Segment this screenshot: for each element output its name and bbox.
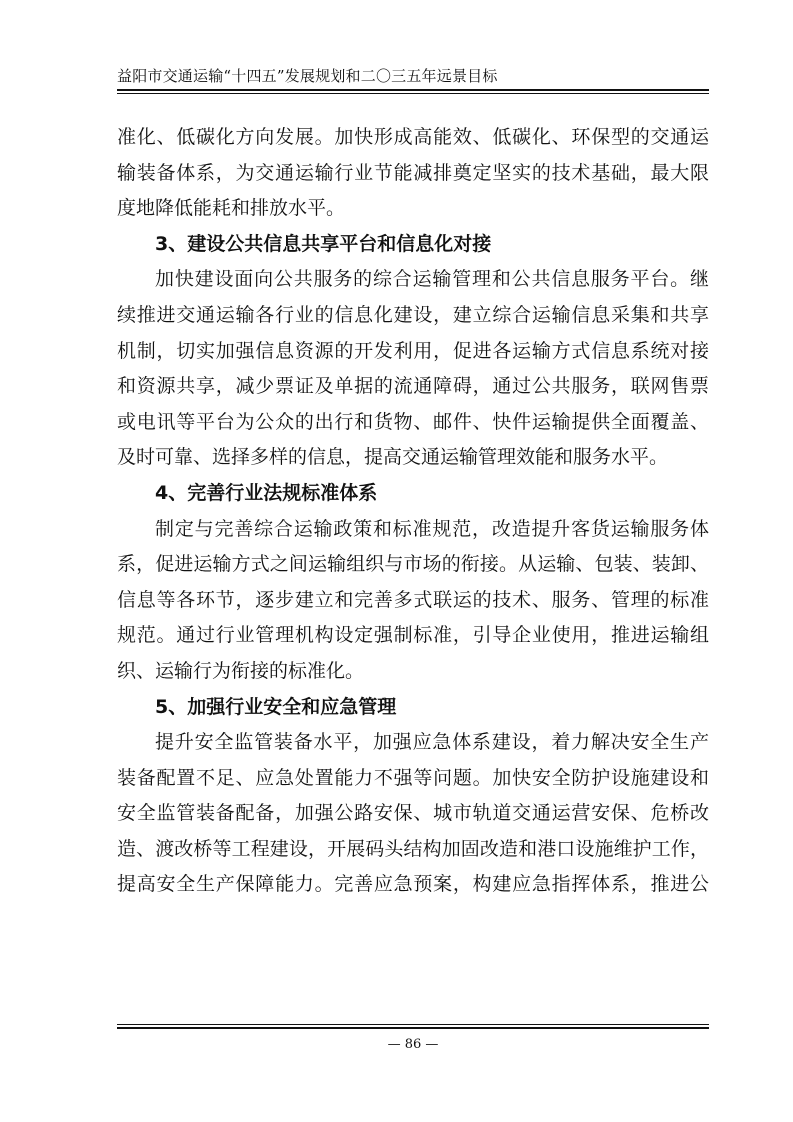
- paragraph-line: 度地降低能耗和排放水平。: [117, 197, 346, 220]
- paragraph-line: 装备配置不足、应急处置能力不强等问题。加快安全防护设施建设和: [117, 766, 709, 789]
- section-heading-5: 5、加强行业安全和应急管理: [155, 695, 397, 718]
- section-heading-3: 3、建设公共信息共享平台和信息化对接: [155, 232, 492, 255]
- paragraph-line: 或电讯等平台为公众的出行和货物、邮件、快件运输提供全面覆盖、: [117, 410, 709, 433]
- footer-rule-thin: [117, 1024, 709, 1025]
- header-rule-thick: [117, 89, 709, 91]
- section-heading-4: 4、完善行业法规标准体系: [155, 481, 378, 504]
- paragraph-line: 规范。通过行业管理机构设定强制标准，引导企业使用，推进运输组: [117, 624, 709, 647]
- paragraph-line: 制定与完善综合运输政策和标准规范，改造提升客货运输服务体: [155, 517, 709, 540]
- header-rule-thin: [117, 93, 709, 94]
- footer-rule-thick: [117, 1027, 709, 1029]
- paragraph-line: 造、渡改桥等工程建设，开展码头结构加固改造和港口设施维护工作，: [117, 837, 709, 860]
- paragraph-line: 提高安全生产保障能力。完善应急预案，构建应急指挥体系，推进公: [117, 873, 709, 896]
- paragraph-line: 机制，切实加强信息资源的开发利用，促进各运输方式信息系统对接: [117, 339, 709, 362]
- paragraph-line: 输装备体系，为交通运输行业节能减排奠定坚实的技术基础，最大限: [117, 161, 709, 184]
- paragraph-line: 安全监管装备配备，加强公路安保、城市轨道交通运营安保、危桥改: [117, 802, 709, 825]
- paragraph-line: 准化、低碳化方向发展。加快形成高能效、低碳化、环保型的交通运: [117, 126, 709, 148]
- paragraph-line: 织、运输行为衔接的标准化。: [117, 659, 365, 682]
- paragraph-line: 信息等各环节，逐步建立和完善多式联运的技术、服务、管理的标准: [117, 588, 709, 611]
- paragraph-line: 提升安全监管装备水平，加强应急体系建设，着力解决安全生产: [155, 731, 709, 754]
- paragraph-line: 系，促进运输方式之间运输组织与市场的衔接。从运输、包装、装卸、: [117, 553, 709, 576]
- page-body: [117, 120, 709, 903]
- paragraph-line: 及时可靠、选择多样的信息，提高交通运输管理效能和服务水平。: [117, 446, 669, 469]
- paragraph-line: 加快建设面向公共服务的综合运输管理和公共信息服务平台。继: [155, 268, 709, 291]
- page-number: — 86 —: [387, 1037, 439, 1052]
- paragraph-line: 续推进交通运输各行业的信息化建设，建立综合运输信息采集和共享: [117, 303, 709, 326]
- paragraph-line: 和资源共享，减少票证及单据的流通障碍，通过公共服务，联网售票: [117, 375, 709, 398]
- running-header: 益阳市交通运输“十四五”发展规划和二〇三五年远景目标: [117, 67, 498, 85]
